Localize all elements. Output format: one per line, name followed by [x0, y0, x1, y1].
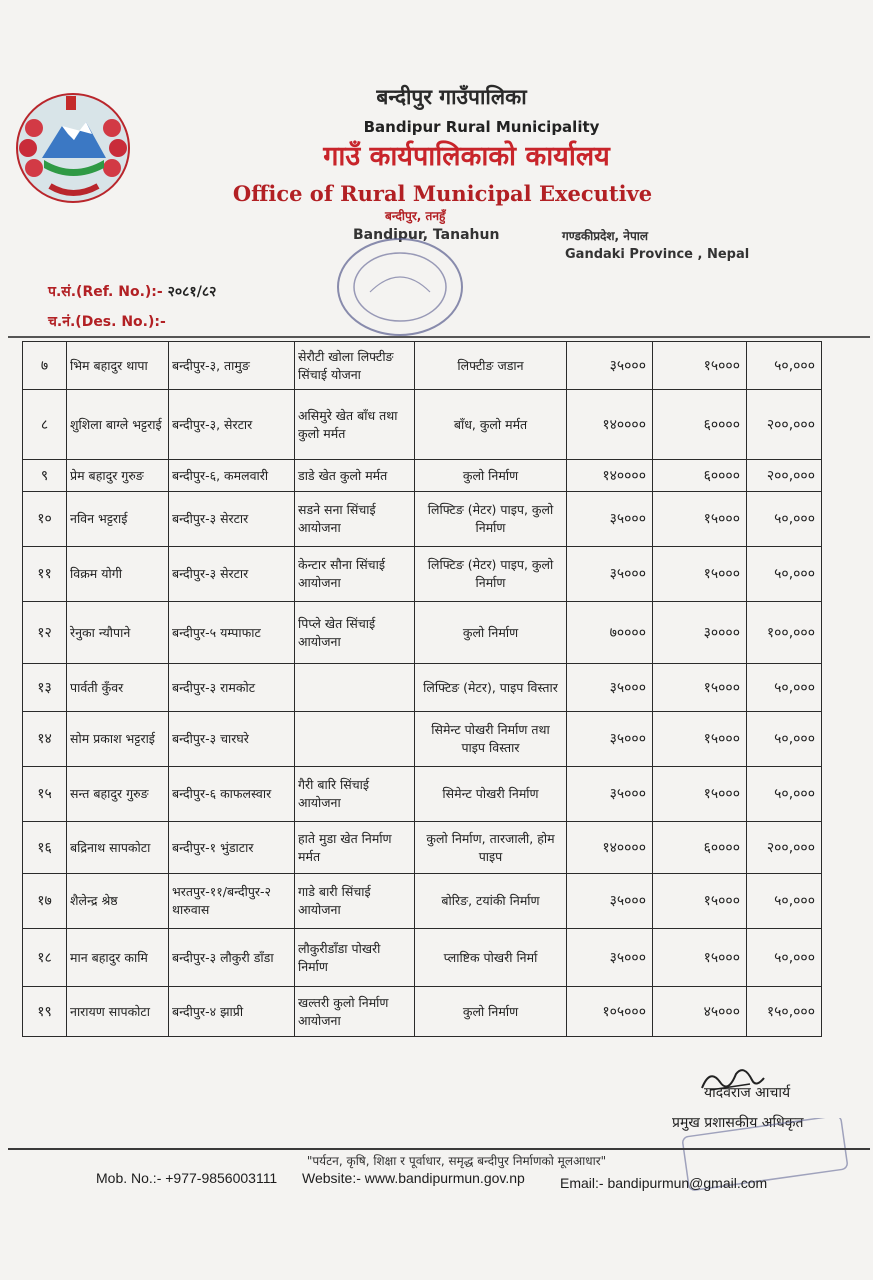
address-cell: बन्दीपुर-३ लौकुरी डाँडा [169, 929, 295, 987]
work-type-cell: लिफ्टिङ (मेटर), पाइप विस्तार [415, 664, 567, 712]
work-type-cell: कुलो निर्माण [415, 460, 567, 492]
work-type-cell: सिमेन्ट पोखरी निर्माण तथा पाइप विस्तार [415, 712, 567, 767]
address-cell: बन्दीपुर-३ चारघरे [169, 712, 295, 767]
work-type-cell: लिफ्टिङ (मेटर) पाइप, कुलो निर्माण [415, 547, 567, 602]
address-cell: बन्दीपुर-६ काफलस्वार [169, 767, 295, 822]
beneficiary-name-cell: भिम बहादुर थापा [67, 342, 169, 390]
footer-motto: "पर्यटन, कृषि, शिक्षा र पूर्वाधार, समृद्ध बन्दीपुर निर्माणको मूलआधार" [306, 1154, 607, 1168]
project-name-cell: डाडे खेत कुलो मर्मत [295, 460, 415, 492]
office-title-nepali: गाउँ कार्यपालिकाको कार्यालय [323, 141, 610, 172]
total-amount-cell: ५०,००० [747, 342, 822, 390]
table-row [23, 664, 822, 712]
serial-number-cell: १० [23, 492, 67, 547]
work-type-cell: बाँध, कुलो मर्मत [415, 390, 567, 460]
beneficiary-amount-cell: १५००० [653, 767, 747, 822]
project-name-cell: हाते मुडा खेत निर्माण मर्मत [295, 822, 415, 874]
project-name-cell: लौकुरीडाँडा पोखरी निर्माण [295, 929, 415, 987]
beneficiary-name-cell: मान बहादुर कामि [67, 929, 169, 987]
municipal-amount-cell: ३५००० [567, 547, 653, 602]
serial-number-cell: ९ [23, 460, 67, 492]
address-cell: बन्दीपुर-६, कमलवारी [169, 460, 295, 492]
serial-number-cell: १७ [23, 874, 67, 929]
municipal-amount-cell: ३५००० [567, 874, 653, 929]
work-type-cell: लिफ्टिङ (मेटर) पाइप, कुलो निर्माण [415, 492, 567, 547]
footer-mobile: Mob. No.:- +977-9856003111 [96, 1170, 278, 1186]
work-type-cell: कुलो निर्माण, तारजाली, होम पाइप [415, 822, 567, 874]
beneficiary-name-cell: शुशिला बाग्ले भट्टराई [67, 390, 169, 460]
address-cell: बन्दीपुर-३, सेरटार [169, 390, 295, 460]
municipal-amount-cell: ३५००० [567, 664, 653, 712]
beneficiary-name-cell: सन्त बहादुर गुरुङ [67, 767, 169, 822]
total-amount-cell: २००,००० [747, 390, 822, 460]
serial-number-cell: १३ [23, 664, 67, 712]
serial-number-cell: ७ [23, 342, 67, 390]
address-cell: बन्दीपुर-३ सेरटार [169, 492, 295, 547]
beneficiary-amount-cell: १५००० [653, 547, 747, 602]
dispatch-number: च.नं.(Des. No.):- [48, 314, 166, 330]
work-type-cell: सिमेन्ट पोखरी निर्माण [415, 767, 567, 822]
beneficiary-amount-cell: १५००० [653, 664, 747, 712]
signatory-title: प्रमुख प्रशासकीय अधिकृत [672, 1115, 804, 1131]
beneficiary-name-cell: विक्रम योगी [67, 547, 169, 602]
municipal-amount-cell: ३५००० [567, 712, 653, 767]
municipal-amount-cell: ७०००० [567, 602, 653, 664]
beneficiary-amount-cell: ६०००० [653, 822, 747, 874]
municipal-amount-cell: ३५००० [567, 767, 653, 822]
address-cell: बन्दीपुर-३ रामकोट [169, 664, 295, 712]
footer-email[interactable]: Email:- bandipurmun@gmail.com [560, 1175, 768, 1191]
total-amount-cell: ५०,००० [747, 712, 822, 767]
table-row [23, 602, 822, 664]
work-type-cell: प्लाष्टिक पोखरी निर्मा [415, 929, 567, 987]
header-divider [8, 336, 870, 338]
table-row [23, 492, 822, 547]
beneficiary-amount-cell: १५००० [653, 492, 747, 547]
municipal-amount-cell: १४०००० [567, 390, 653, 460]
beneficiary-name-cell: शैलेन्द्र श्रेष्ठ [67, 874, 169, 929]
beneficiary-name-cell: रेनुका न्यौपाने [67, 602, 169, 664]
address-nepali: बन्दीपुर, तनहुँ [385, 209, 446, 223]
work-type-cell: लिफ्टीङ जडान [415, 342, 567, 390]
municipal-amount-cell: १४०००० [567, 460, 653, 492]
footer-divider [8, 1148, 870, 1150]
project-name-cell [295, 664, 415, 712]
serial-number-cell: १४ [23, 712, 67, 767]
project-name-cell: गाडे बारी सिंचाई आयोजना [295, 874, 415, 929]
project-name-cell: असिमुरे खेत बाँध तथा कुलो मर्मत [295, 390, 415, 460]
serial-number-cell: १२ [23, 602, 67, 664]
table-row [23, 874, 822, 929]
beneficiary-name-cell: नविन भट्टराई [67, 492, 169, 547]
serial-number-cell: १६ [23, 822, 67, 874]
province-english: Gandaki Province , Nepal [565, 247, 750, 262]
beneficiary-amount-cell: ६०००० [653, 390, 747, 460]
table-row [23, 460, 822, 492]
municipal-amount-cell: ३५००० [567, 929, 653, 987]
serial-number-cell: ८ [23, 390, 67, 460]
municipal-amount-cell: १४०००० [567, 822, 653, 874]
address-cell: बन्दीपुर-५ यम्पाफाट [169, 602, 295, 664]
total-amount-cell: ५०,००० [747, 767, 822, 822]
beneficiary-name-cell: बद्रिनाथ सापकोटा [67, 822, 169, 874]
total-amount-cell: २००,००० [747, 822, 822, 874]
total-amount-cell: ५०,००० [747, 929, 822, 987]
office-stamp [330, 232, 470, 342]
work-type-cell: कुलो निर्माण [415, 987, 567, 1037]
total-amount-cell: ५०,००० [747, 874, 822, 929]
project-name-cell: केन्टार सौना सिंचाई आयोजना [295, 547, 415, 602]
beneficiary-amount-cell: १५००० [653, 712, 747, 767]
beneficiary-amount-cell: १५००० [653, 929, 747, 987]
beneficiary-amount-cell: ३०००० [653, 602, 747, 664]
project-name-cell: सेरौटी खोला लिफ्टीङ सिंचाई योजना [295, 342, 415, 390]
table-row [23, 342, 822, 390]
municipal-amount-cell: ३५००० [567, 492, 653, 547]
beneficiary-amount-cell: १५००० [653, 342, 747, 390]
footer-website[interactable]: Website:- www.bandipurmun.gov.np [302, 1170, 525, 1186]
table-row [23, 390, 822, 460]
project-name-cell: खल्तरी कुलो निर्माण आयोजना [295, 987, 415, 1037]
address-cell: बन्दीपुर-३ सेरटार [169, 547, 295, 602]
project-name-cell: सडने सना सिंचाई आयोजना [295, 492, 415, 547]
project-name-cell: पिप्ले खेत सिंचाई आयोजना [295, 602, 415, 664]
province-nepali: गण्डकीप्रदेश, नेपाल [562, 229, 649, 243]
total-amount-cell: ५०,००० [747, 547, 822, 602]
signatory-name: यादवराज आचार्य [704, 1085, 791, 1101]
beneficiary-amount-cell: १५००० [653, 874, 747, 929]
municipality-name-nepali: बन्दीपुर गाउँपालिका [376, 85, 527, 109]
beneficiary-name-cell: नारायण सापकोटा [67, 987, 169, 1037]
serial-number-cell: १९ [23, 987, 67, 1037]
address-cell: भरतपुर-११/बन्दीपुर-२ थारुवास [169, 874, 295, 929]
work-type-cell: कुलो निर्माण [415, 602, 567, 664]
project-name-cell [295, 712, 415, 767]
beneficiary-name-cell: सोम प्रकाश भट्टराई [67, 712, 169, 767]
total-amount-cell: ५०,००० [747, 492, 822, 547]
table-row [23, 987, 822, 1037]
reference-number: प.सं.(Ref. No.):- २०८१/८२ [48, 284, 217, 300]
total-amount-cell: ५०,००० [747, 664, 822, 712]
beneficiary-amount-cell: ४५००० [653, 987, 747, 1037]
table-row [23, 767, 822, 822]
table-row [23, 547, 822, 602]
table-row [23, 929, 822, 987]
serial-number-cell: १८ [23, 929, 67, 987]
beneficiary-amount-cell: ६०००० [653, 460, 747, 492]
municipal-amount-cell: १०५००० [567, 987, 653, 1037]
municipal-amount-cell: ३५००० [567, 342, 653, 390]
table-row [23, 712, 822, 767]
project-name-cell: गैरी बारि सिंचाई आयोजना [295, 767, 415, 822]
beneficiary-name-cell: पार्वती कुँवर [67, 664, 169, 712]
address-cell: बन्दीपुर-१ भुंडाटार [169, 822, 295, 874]
total-amount-cell: २००,००० [747, 460, 822, 492]
serial-number-cell: ११ [23, 547, 67, 602]
beneficiary-table [22, 341, 822, 1037]
total-amount-cell: १५०,००० [747, 987, 822, 1037]
office-title-english: Office of Rural Municipal Executive [232, 181, 653, 206]
address-cell: बन्दीपुर-३, तामुङ [169, 342, 295, 390]
serial-number-cell: १५ [23, 767, 67, 822]
address-cell: बन्दीपुर-४ झाप्री [169, 987, 295, 1037]
beneficiary-name-cell: प्रेम बहादुर गुरुङ [67, 460, 169, 492]
work-type-cell: बोरिङ, टयांकी निर्माण [415, 874, 567, 929]
table-row [23, 822, 822, 874]
total-amount-cell: १००,००० [747, 602, 822, 664]
address-english: Bandipur, Tanahun [353, 227, 500, 243]
municipality-name-english: Bandipur Rural Municipality [363, 118, 600, 136]
